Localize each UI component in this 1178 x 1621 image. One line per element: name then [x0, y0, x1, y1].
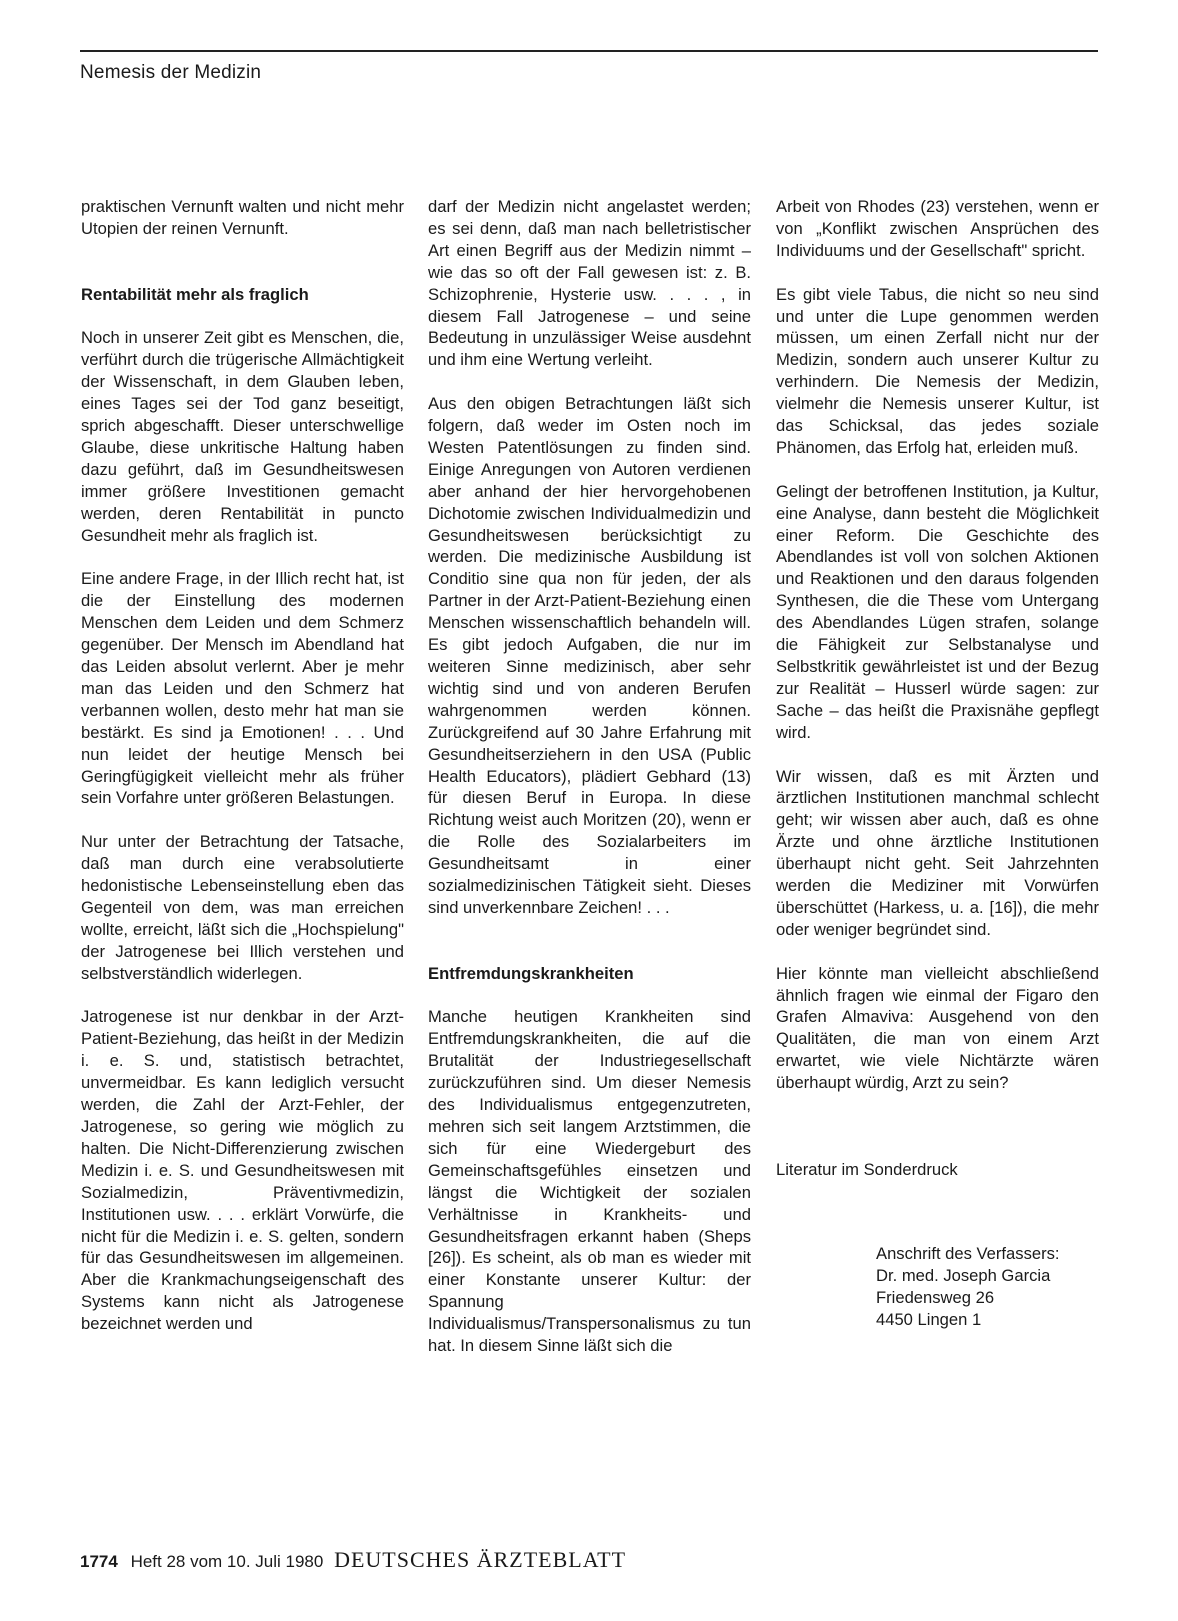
page-number: 1774 — [80, 1552, 118, 1571]
paragraph: Manche heutigen Krankheiten sind Entfremdungskrankheiten, die auf die Brutalität der Industriegesellschaft zurückzuführen sind. Um dieser Nemesis des Individualismus entgegenzutreten, mehren sich seit langem Arztstimmen, die sich für eine Wiedergeburt des Gemeinschaftsgefühles einsetzen und längst die Wichtigkeit der sozialen Verhältnisse in Krankheits- und Gesundheitsfragen erkannt haben (Sheps [26]). Es scheint, als ob man es wieder mit einer Konstante unserer Kultur: der Spannung Individualismus/Transpersonalismus zu tun hat. In diesem Sinne läßt sich die — [428, 1007, 751, 1356]
address-line: Dr. med. Joseph Garcia — [876, 1265, 1051, 1285]
paragraph: Arbeit von Rhodes (23) verstehen, wenn er von „Konflikt zwischen Ansprüchen des Individuums und der Gesellschaft" spricht. — [776, 197, 1099, 260]
address-line: 4450 Lingen 1 — [876, 1309, 982, 1329]
paragraph: praktischen Vernunft walten und nicht mehr Utopien der reinen Vernunft. — [81, 197, 404, 238]
paragraph: Wir wissen, daß es mit Ärzten und ärztlichen Institutionen manchmal schlecht geht; wir wissen aber auch, daß es ohne Ärzte und ohne ärztliche Institutionen überhaupt nicht geht. Seit Jahrzehnten werden die Mediziner mit Vorwürfen überschüttet (Harkess, u. a. [16]), die mehr oder weniger begründet sind. — [776, 766, 1099, 939]
spacer — [81, 262, 404, 284]
running-head: Nemesis der Medizin — [80, 62, 262, 83]
paragraph: darf der Medizin nicht angelastet werden; es sei denn, daß man nach belletristischer Art einen Begriff aus der Medizin nimmt – wie das so oft der Fall gewesen ist: z. B. Schizophrenie, Hysterie usw. . . . , in diesem Fall Jatrogenese – und seine Bedeutung in unzulässiger Weise ausdehnt und ihm eine Wertung verleiht. — [428, 197, 751, 370]
paragraph: Eine andere Frage, in der Illich recht hat, ist die der Einstellung des modernen Menschen dem Leiden und dem Schmerz gegenüber. Der Mensch im Abendland hat das Leiden absolut verlernt. Aber je mehr man das Leiden und den Schmerz hat verbannen wollen, desto mehr hat man sie bestärkt. Es sind ja Emotionen! . . . Und nun leidet der heutige Mensch bei Geringfügigkeit vielleicht mehr als früher sein Vorfahre unter größeren Belastungen. — [81, 569, 404, 808]
author-address — [876, 1243, 1099, 1331]
paragraph: Noch in unserer Zeit gibt es Menschen, die, verführt durch die trügerische Allmächtigkeit der Wissenschaft, in dem Glauben leben, eines Tages sei der Tod ganz beseitigt, sprich abgeschafft. Dieser unterschwellige Glaube, diese unkritische Haltung haben dazu geführt, daß im Gesundheitswesen immer größere Investitionen gemacht werden, deren Rentabilität in puncto Gesundheit mehr als fraglich ist. — [81, 328, 404, 545]
literature-note: Literatur im Sonderdruck — [776, 1160, 958, 1180]
journal-title: DEUTSCHES ÄRZTEBLATT — [334, 1547, 627, 1572]
address-line: Friedensweg 26 — [876, 1287, 995, 1307]
page-footer — [80, 1547, 626, 1573]
paragraph: Es gibt viele Tabus, die nicht so neu sind und unter die Lupe genommen werden müssen, um einen Zerfall nicht nur der Medizin, sondern auch unserer Kultur zu verhindern. Die Nemesis der Medizin, vielmehr die Nemesis unserer Kultur, ist das Schicksal, das jedes soziale Phänomen, das Erfolg hat, erleiden muß. — [776, 284, 1099, 457]
column-2 — [428, 196, 751, 1379]
paragraph: Jatrogenese ist nur denkbar in der Arzt-Patient-Beziehung, das heißt in der Medizin i. e. S. und, statistisch betrachtet, unvermeidbar. Es kann lediglich versucht werden, die Zahl der Arzt-Fehler, der Jatrogenese, so gering wie möglich zu halten. Die Nicht-Differenzierung zwischen Medizin i. e. S. und Gesundheitswesen mit Sozialmedizin, Präventivmedizin, Institutionen usw. . . . erklärt Vorwürfe, die nicht für die Medizin i. e. S. gelten, sondern für das Gesundheitswesen im allgemeinen. Aber die Krankmachungseigenschaft des Systems kann nicht als Jatrogenese bezeichnet werden und — [81, 1007, 404, 1334]
address-line: Anschrift des Verfassers: — [876, 1244, 1060, 1263]
column-3 — [776, 196, 1099, 1331]
top-rule — [80, 50, 1098, 52]
paragraph: Gelingt der betroffenen Institution, ja Kultur, eine Analyse, dann besteht die Möglichkeit einer Reform. Die Geschichte des Abendlandes ist voll von solchen Aktionen und Reaktionen und den daraus folgenden Synthesen, die die These vom Untergang des Abendlandes Lügen strafen, solange die Fähigkeit zur Selbstanalyse und Selbstkritik gewährleistet ist und der Bezug zur Realität – Husserl würde sagen: zur Sache – das heißt die Praxisnähe gepflegt wird. — [776, 481, 1099, 742]
section-heading: Rentabilität mehr als fraglich — [81, 284, 309, 304]
paragraph: Hier könnte man vielleicht abschließend ähnlich fragen wie einmal der Figaro den Grafen Almaviva: Ausgehend von den Qualitäten, die man von einem Arzt erwartet, wie viele Nichtärzte wären überhaupt würdig, Arzt zu sein? — [776, 963, 1099, 1093]
paragraph: Nur unter der Betrachtung der Tatsache, daß man durch eine verabsolutierte hedonistische Lebenseinstellung eben das Gegenteil von dem, was man erreichen wollte, erreicht, läßt sich die „Hochspielung" der Jatrogenese bei Illich verstehen und selbstverständlich widerlegen. — [81, 832, 404, 983]
column-1 — [81, 196, 404, 1357]
paragraph: Aus den obigen Betrachtungen läßt sich folgern, daß weder im Osten noch im Westen Patentlösungen zu finden sind. Einige Anregungen von Autoren verdienen aber anhand der hier hervorgehobenen Dichotomie zwischen Individualmedizin und Gesundheitswesen berücksichtigt zu werden. Die medizinische Ausbildung ist Conditio sine qua non für jeden, der als Partner in der Arzt-Patient-Beziehung einen Menschen wissenschaftlich behandeln will. Es gibt jedoch Aufgaben, die nur im weiteren Sinne medizinisch, aber sehr wichtig sind und von anderen Berufen wahrgenommen werden können. Zurückgreifend auf 30 Jahre Erfahrung mit Gesundheitserziehern in den USA (Public Health Educators), plädiert Gebhard (13) für diesen Beruf in Europa. In diese Richtung weist auch Moritzen (20), wenn er die Rolle des Sozialarbeiters im Gesundheitsamt in einer sozialmedizinischen Tätigkeit sieht. Dieses sind unverkennbare Zeichen! . . . — [428, 394, 751, 917]
spacer — [428, 941, 751, 963]
issue-info: Heft 28 vom 10. Juli 1980 — [130, 1552, 324, 1571]
section-heading: Entfremdungskrankheiten — [428, 963, 634, 983]
